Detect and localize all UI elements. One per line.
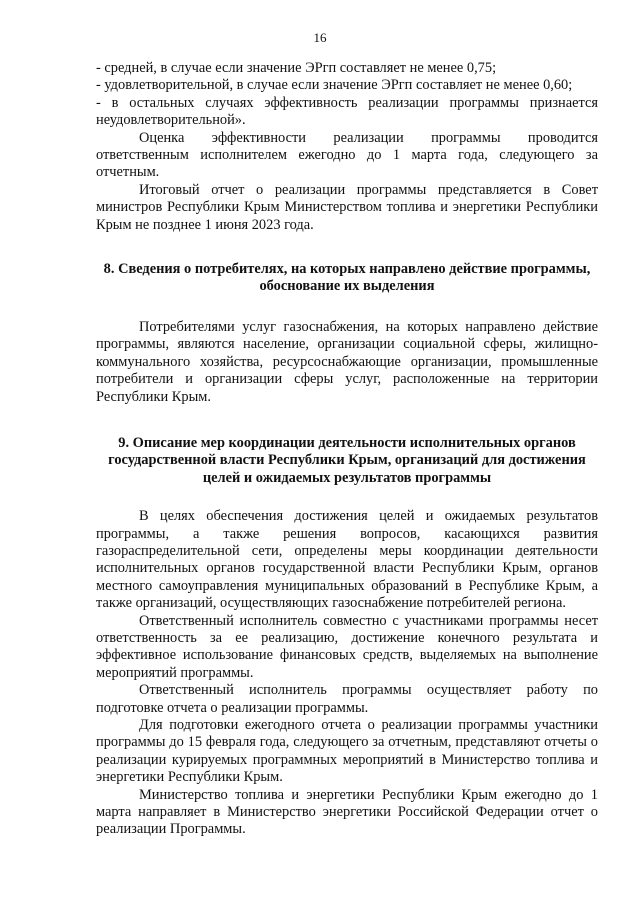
list-item-satisfactory: - удовлетворительной, в случае если значение ЭРгп составляет не менее 0,60;	[96, 77, 573, 94]
section-8-body: Потребителями услуг газоснабжения, на которых направлено действие программы, являются население, организации социальной сферы, жилищно-коммунального хозяйства, ресурсоснабжающие организации, промышленные потребители и организации сферы услуг, расположенные на территории Республики Крым.	[96, 318, 598, 405]
page-number: 16	[313, 30, 327, 45]
paragraph-evaluation: Оценка эффективности реализации программы проводится ответственным исполнителем ежегодно до 1 марта года, следующего за отчетным.	[96, 129, 598, 181]
section-9-paragraph: Для подготовки ежегодного отчета о реализации программы участники программы до 15 февраля года, следующего за отчетным, представляют отчеты о реализации курируемых программных мероприятий в Министерство топлива и энергетики Республики Крым.	[96, 717, 598, 786]
section-8-heading: 8. Сведения о потребителях, на которых направлено действие программы, обоснование их выделения	[103, 261, 591, 295]
paragraph-final-report: Итоговый отчет о реализации программы представляется в Совет министров Республики Крым Министерством топлива и энергетики Республики Крым не позднее 1 июня 2023 года.	[96, 181, 598, 233]
section-9-paragraph: Министерство топлива и энергетики Республики Крым ежегодно до 1 марта направляет в Министерство энергетики Российской Федерации отчет о реализации Программы.	[96, 786, 598, 838]
page-content	[96, 60, 598, 839]
section-9-heading: 9. Описание мер координации деятельности исполнительных органов государственной власти Республики Крым, организаций для достижения целей и ожидаемых результатов программы	[108, 434, 586, 486]
section-9-paragraph: Ответственный исполнитель программы осуществляет работу по подготовке отчета о реализации программы.	[96, 682, 598, 716]
list-item-other-cases: - в остальных случаях эффективность реализации программы признается неудовлетворительной».	[96, 94, 598, 129]
section-9-paragraph: В целях обеспечения достижения целей и ожидаемых результатов программы, а также решения вопросов, касающихся развития газораспределительной сети, определены меры координации деятельности исполнительных органов государственной власти Республики Крым, органов местного самоуправления муниципальных образований в Республике Крым, а также организаций, осуществляющих газоснабжение потребителей региона.	[96, 508, 598, 612]
list-item-average: - средней, в случае если значение ЭРгп составляет не менее 0,75;	[96, 60, 497, 76]
section-9-paragraph: Ответственный исполнитель совместно с участниками программы несет ответственность за ее реализацию, достижение конечного результата и эффективное использование финансовых средств, выделяемых на выполнение мероприятий программы.	[96, 612, 598, 681]
